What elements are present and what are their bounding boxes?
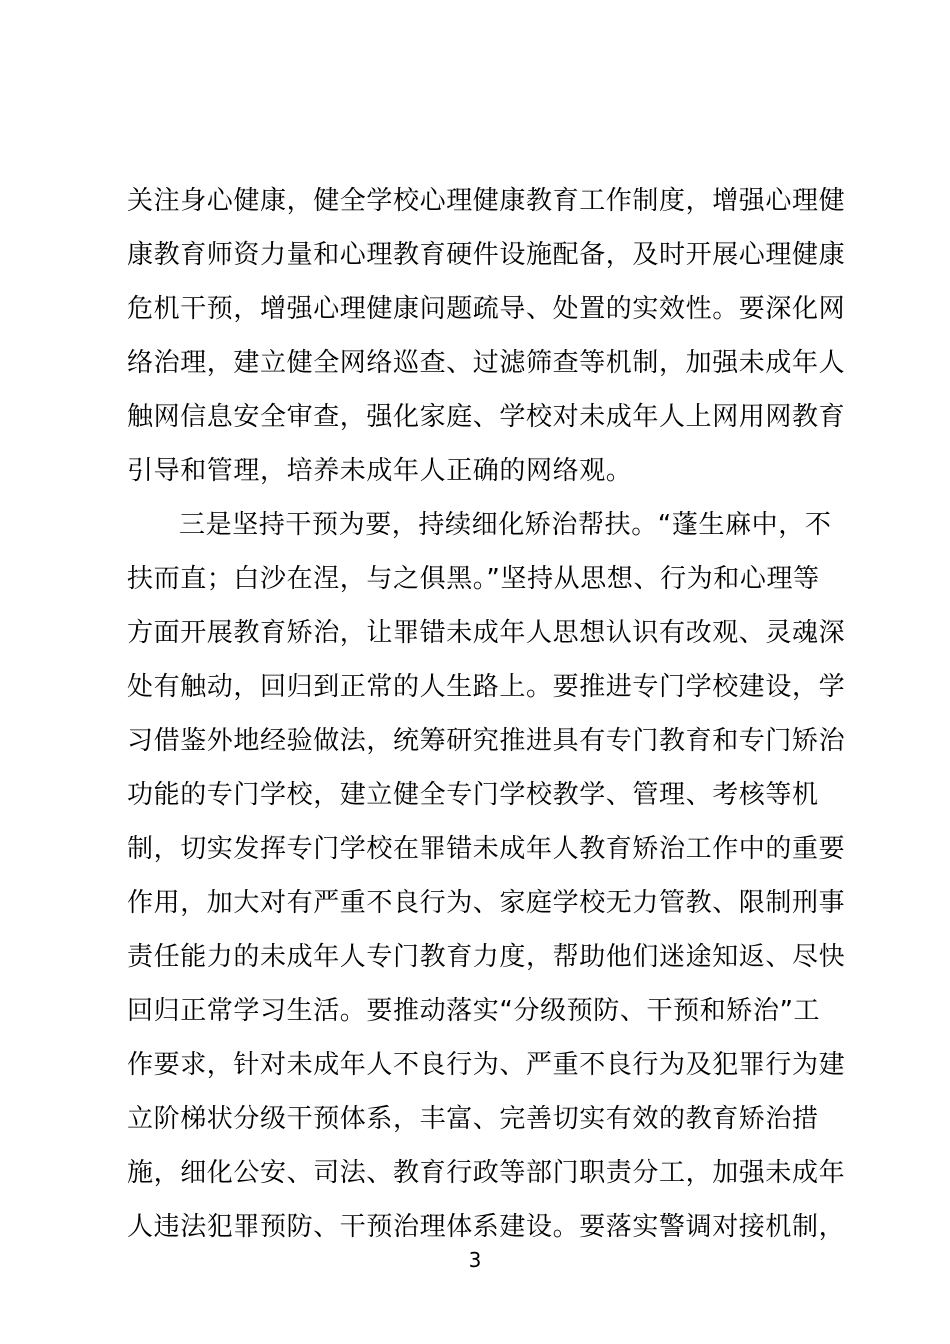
text-line: 人违法犯罪预防、干预治理体系建设。要落实警调对接机制， bbox=[127, 1212, 846, 1242]
text-line: 危机干预，增强心理健康问题疏导、处置的实效性。要深化网 bbox=[127, 294, 846, 324]
text-line: 关注身心健康，健全学校心理健康教育工作制度，增强心理健 bbox=[127, 186, 846, 216]
paragraph-start-line: 三是坚持干预为要，持续细化矫治帮扶。“蓬生麻中，不 bbox=[179, 510, 832, 540]
text-line: 扶而直；白沙在涅，与之俱黑。”坚持从思想、行为和心理等 bbox=[127, 564, 820, 594]
text-line: 作用，加大对有严重不良行为、家庭学校无力管教、限制刑事 bbox=[127, 888, 846, 918]
text-line: 康教育师资力量和心理教育硬件设施配备，及时开展心理健康 bbox=[127, 240, 846, 270]
text-line: 制，切实发挥专门学校在罪错未成年人教育矫治工作中的重要 bbox=[127, 834, 846, 864]
body-text bbox=[127, 174, 846, 1254]
text-line: 回归正常学习生活。要推动落实“分级预防、干预和矫治”工 bbox=[127, 996, 821, 1026]
text-line: 立阶梯状分级干预体系，丰富、完善切实有效的教育矫治措 bbox=[127, 1104, 819, 1134]
text-line: 功能的专门学校，建立健全专门学校教学、管理、考核等机 bbox=[127, 780, 819, 810]
text-line: 责任能力的未成年人专门教育力度，帮助他们迷途知返、尽快 bbox=[127, 942, 846, 972]
text-line: 作要求，针对未成年人不良行为、严重不良行为及犯罪行为建 bbox=[127, 1050, 846, 1080]
text-line: 络治理，建立健全网络巡查、过滤筛查等机制，加强未成年人 bbox=[127, 348, 846, 378]
text-line: 习借鉴外地经验做法，统筹研究推进具有专门教育和专门矫治 bbox=[127, 726, 846, 756]
text-line: 触网信息安全审查，强化家庭、学校对未成年人上网用网教育 bbox=[127, 402, 846, 432]
text-line: 处有触动，回归到正常的人生路上。要推进专门学校建设，学 bbox=[127, 672, 846, 702]
text-line: 引导和管理，培养未成年人正确的网络观。 bbox=[127, 456, 633, 486]
page-number: 3 bbox=[468, 1248, 482, 1272]
text-line: 方面开展教育矫治，让罪错未成年人思想认识有改观、灵魂深 bbox=[127, 618, 846, 648]
text-line: 施，细化公安、司法、教育行政等部门职责分工，加强未成年 bbox=[127, 1158, 846, 1188]
